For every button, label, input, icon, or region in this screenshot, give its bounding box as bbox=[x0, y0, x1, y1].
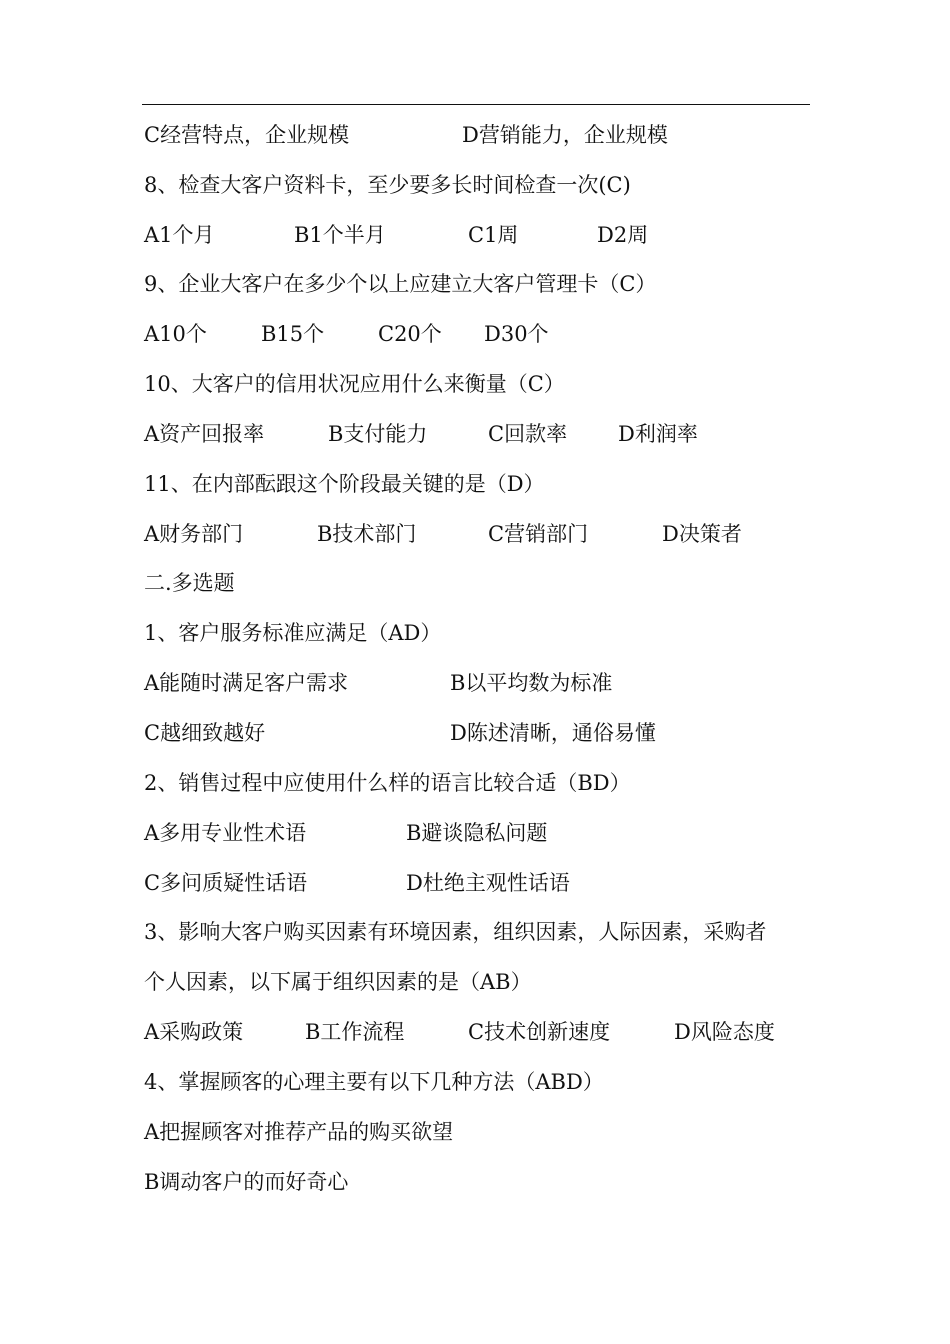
multi-question-3-line2: 个人因素，以下属于组织因素的是（AB） bbox=[144, 970, 532, 994]
option-c: C技术创新速度 bbox=[468, 1020, 611, 1044]
option-c: C经营特点，企业规模 bbox=[144, 123, 350, 147]
option-d: D30个 bbox=[484, 322, 549, 346]
option-d: D决策者 bbox=[662, 522, 742, 546]
option-b: B工作流程 bbox=[305, 1020, 405, 1044]
option-d: D营销能力，企业规模 bbox=[462, 123, 668, 147]
option-a: A能随时满足客户需求 bbox=[144, 671, 349, 695]
option-b: B支付能力 bbox=[328, 422, 428, 446]
multi-question-3-line1: 3、影响大客户购买因素有环境因素，组织因素，人际因素，采购者 bbox=[144, 920, 767, 944]
m4-option-a: A把握顾客对推荐产品的购买欲望 bbox=[144, 1120, 454, 1144]
option-d: D风险态度 bbox=[674, 1020, 775, 1044]
option-d: D2周 bbox=[597, 223, 649, 247]
option-a: A1个月 bbox=[144, 223, 215, 247]
option-b: B以平均数为标准 bbox=[450, 671, 613, 695]
option-b: B1个半月 bbox=[294, 223, 386, 247]
question-11: 11、在内部酝跟这个阶段最关键的是（D） bbox=[144, 472, 545, 496]
option-d: D陈述清晰，通俗易懂 bbox=[450, 721, 656, 745]
multi-question-1: 1、客户服务标准应满足（AD） bbox=[144, 621, 442, 645]
question-9: 9、企业大客户在多少个以上应建立大客户管理卡（C） bbox=[144, 272, 657, 296]
multi-question-4: 4、掌握顾客的心理主要有以下几种方法（ABD） bbox=[144, 1070, 604, 1094]
header-rule bbox=[142, 104, 810, 105]
option-a: A财务部门 bbox=[144, 522, 244, 546]
option-c: C1周 bbox=[468, 223, 519, 247]
option-b: B技术部门 bbox=[317, 522, 417, 546]
option-b: B15个 bbox=[261, 322, 325, 346]
m4-option-b: B调动客户的而好奇心 bbox=[144, 1170, 349, 1194]
option-a: A多用专业性术语 bbox=[144, 821, 307, 845]
option-b: B避谈隐私问题 bbox=[406, 821, 548, 845]
option-d: D利润率 bbox=[618, 422, 698, 446]
option-a: A10个 bbox=[144, 322, 207, 346]
option-a: A资产回报率 bbox=[144, 422, 265, 446]
section-heading: 二.多选题 bbox=[144, 571, 235, 595]
option-c: C多问质疑性话语 bbox=[144, 871, 308, 895]
option-c: C回款率 bbox=[488, 422, 568, 446]
option-c: C20个 bbox=[378, 322, 442, 346]
option-d: D杜绝主观性话语 bbox=[406, 871, 570, 895]
option-c: C营销部门 bbox=[488, 522, 589, 546]
multi-question-2: 2、销售过程中应使用什么样的语言比较合适（BD） bbox=[144, 771, 631, 795]
question-8: 8、检查大客户资料卡，至少要多长时间检查一次(C) bbox=[144, 173, 631, 197]
question-10: 10、大客户的信用状况应用什么来衡量（C） bbox=[144, 372, 565, 396]
option-a: A采购政策 bbox=[144, 1020, 244, 1044]
option-c: C越细致越好 bbox=[144, 721, 266, 745]
